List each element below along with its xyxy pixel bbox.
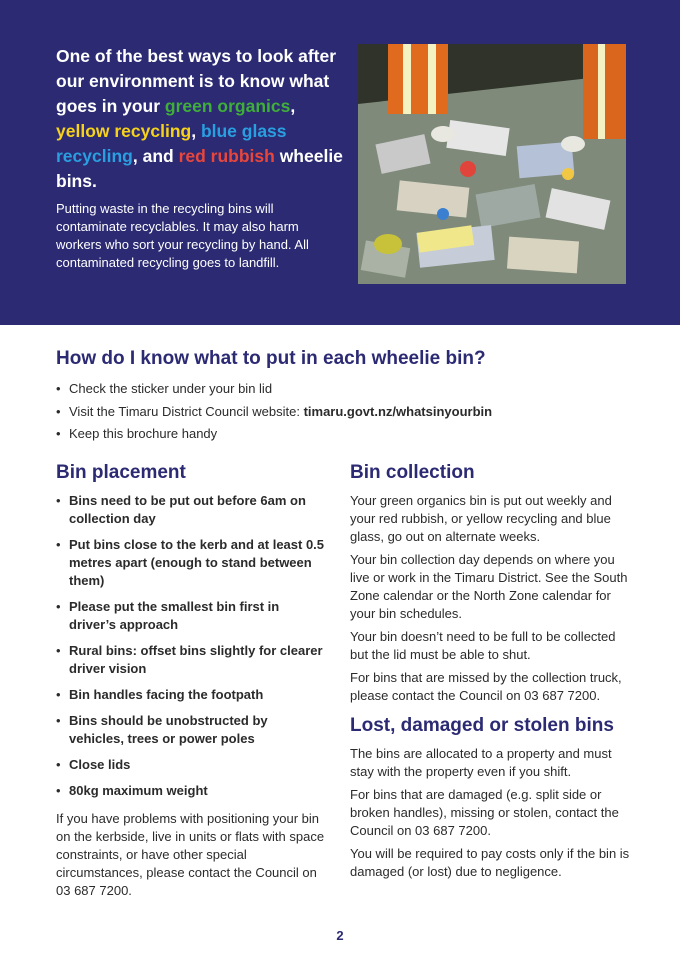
list-item: • Close lids [56,756,326,774]
tip-text: Visit the Timaru District Council website: [69,403,304,419]
headline-sep: , [191,121,201,141]
collection-paragraph: For bins that are missed by the collection truck, please contact the Council on 03 687 7200. [350,670,622,703]
collection-paragraph: Your bin collection day depends on where you live or work in the Timaru District. See the South Zone calendar or the North Zone calendar for your bin schedules. [350,552,628,621]
what-to-put-heading: How do I know what to put in each wheelie bin? [56,348,486,369]
bin-collection-heading: Bin collection [350,462,475,483]
lost-paragraph: The bins are allocated to a property and must stay with the property even if you shift. [350,746,612,779]
hero-headline [56,44,346,194]
photo-illustration [358,44,626,284]
bin-collection-section [350,462,632,886]
headline-red-rubbish: red rubbish [178,146,275,166]
list-item: • Bin handles facing the footpath [56,686,326,704]
list-item: • 80kg maximum weight [56,782,326,800]
hero-banner [0,0,680,325]
headline-text: wheelie bins. [56,146,343,191]
headline-sep: , and [132,146,179,166]
list-item [56,423,492,446]
tips-list [56,378,492,446]
list-item [56,378,492,401]
list-item: • Please put the smallest bin first in driver’s approach [56,598,326,634]
lost-paragraph: For bins that are damaged (e.g. split side or broken handles), missing or stolen, contact the Council on 03 687 7200. [350,787,619,838]
headline-green-organics: green organics [164,96,291,116]
tip-text: Keep this brochure handy [69,426,218,441]
list-item: • Bins need to be put out before 6am on collection day [56,492,326,528]
list-item [56,401,492,424]
placement-note: If you have problems with positioning your bin on the kerbside, live in units or flats with space constraints, or have other special circumstances, please contact the Council on 03 687 7200. [56,811,325,898]
list-item: • Rural bins: offset bins slightly for clearer driver vision [56,642,326,678]
headline-blue-glass: blue glass recycling [56,121,287,166]
collection-paragraph: Your bin doesn’t need to be full to be collected but the lid must be able to shut. [350,629,616,662]
list-item: • Put bins close to the kerb and at least 0.5 metres apart (enough to stand between them) [56,536,326,590]
recycling-sorting-photo [358,44,626,284]
list-item: • Bins should be unobstructed by vehicles, trees or power poles [56,712,326,748]
hero-body: Putting waste in the recycling bins will contaminate recyclables. It may also harm workers who sort your recycling by hand. All contaminated recycling goes to landfill. [56,201,309,270]
tip-text: Check the sticker under your bin lid [69,381,273,396]
collection-paragraph: Your green organics bin is put out weekly and your red rubbish, or yellow recycling and blue glass, go out on alternate weeks. [350,493,612,544]
council-website-link[interactable]: timaru.govt.nz/whatsinyourbin [303,403,493,419]
headline-text: One of the best ways to look after our environment is to know what goes in your [56,46,337,116]
lost-bins-heading: Lost, damaged or stolen bins [350,715,614,736]
lost-paragraph: You will be required to pay costs only if the bin is damaged (or lost) due to negligence. [350,846,630,879]
bin-placement-section [56,462,326,900]
headline-yellow-recycling: yellow recycling [56,121,192,141]
page-number: 2 [336,928,344,943]
headline-sep: , [290,96,296,116]
bin-placement-heading: Bin placement [56,462,186,483]
placement-rules-list [56,492,326,800]
